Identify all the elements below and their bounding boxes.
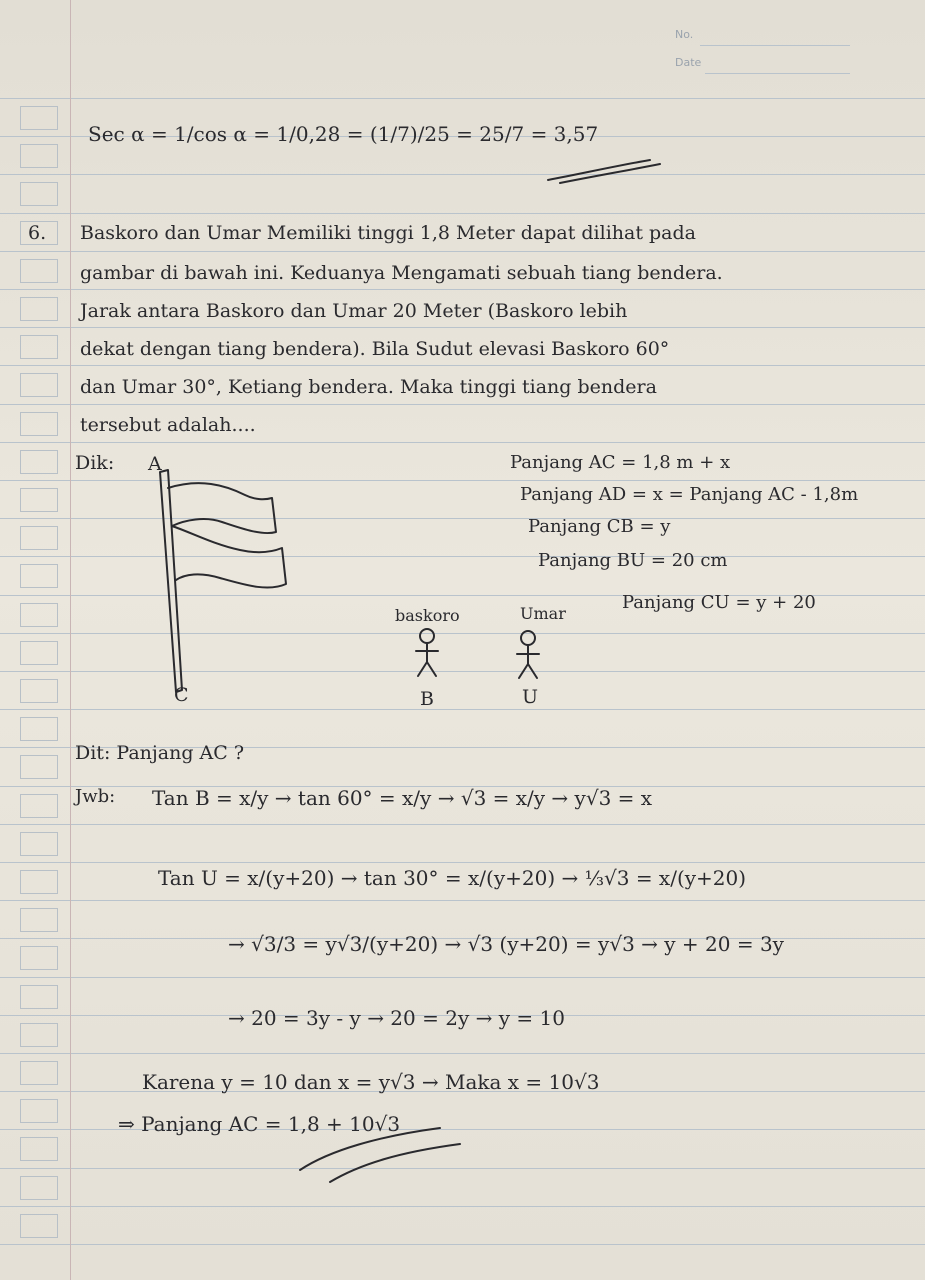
step-3: → √3/3 = y√3/(y+20) → √3 (y+20) = y√3 → y + 20 = 3y <box>228 932 784 956</box>
point-a: A <box>148 453 162 475</box>
umar-figure <box>517 631 539 678</box>
step-1: Tan B = x/y → tan 60° = x/y → √3 = x/y → y√3 = x <box>152 786 653 810</box>
sec-alpha-line: Sec α = 1/cos α = 1/0,28 = (1/7)/25 = 25/7 = 3,57 <box>88 122 599 146</box>
flag-white-stripe <box>172 526 286 588</box>
jwb-label: Jwb: <box>75 786 116 807</box>
step-4: → 20 = 3y - y → 20 = 2y → y = 10 <box>228 1006 565 1030</box>
step-5: Karena y = 10 dan x = y√3 → Maka x = 10√3 <box>142 1070 600 1094</box>
question-line-5: dan Umar 30°, Ketiang bendera. Maka tinggi tiang bendera <box>80 376 657 398</box>
baskoro-name: baskoro <box>395 606 460 625</box>
point-b: B <box>420 688 434 710</box>
question-line-3: Jarak antara Baskoro dan Umar 20 Meter (Baskoro lebih <box>80 300 628 322</box>
known-cu: Panjang CU = y + 20 <box>622 592 816 613</box>
flag-pole <box>160 470 182 692</box>
question-line-4: dekat dengan tiang bendera). Bila Sudut elevasi Baskoro 60° <box>80 338 670 360</box>
point-c: C <box>174 684 189 706</box>
known-ad: Panjang AD = x = Panjang AC - 1,8m <box>520 484 859 505</box>
question-line-6: tersebut adalah.... <box>80 414 256 436</box>
baskoro-figure <box>416 629 438 676</box>
answer-underline-1 <box>548 160 650 180</box>
known-cb: Panjang CB = y <box>528 516 671 537</box>
date-label: Date <box>675 56 702 69</box>
umar-name: Umar <box>520 604 566 623</box>
flag-red-stripe <box>168 483 276 533</box>
known-ac: Panjang AC = 1,8 m + x <box>510 452 731 473</box>
question-line-2: gambar di bawah ini. Keduanya Mengamati sebuah tiang bendera. <box>80 262 723 284</box>
known-bu: Panjang BU = 20 cm <box>538 550 728 571</box>
question-number: 6. <box>28 222 47 244</box>
point-u: U <box>522 686 539 708</box>
question-line-1: Baskoro dan Umar Memiliki tinggi 1,8 Meter dapat dilihat pada <box>80 222 696 244</box>
dit-line: Dit: Panjang AC ? <box>75 742 245 764</box>
step-6: ⇒ Panjang AC = 1,8 + 10√3 <box>118 1112 401 1136</box>
step-2: Tan U = x/(y+20) → tan 30° = x/(y+20) → ⅓√3 = x/(y+20) <box>158 866 747 890</box>
no-label: No. <box>675 28 694 41</box>
dik-label: Dik: <box>75 452 115 474</box>
answer-underline-4 <box>330 1144 460 1182</box>
